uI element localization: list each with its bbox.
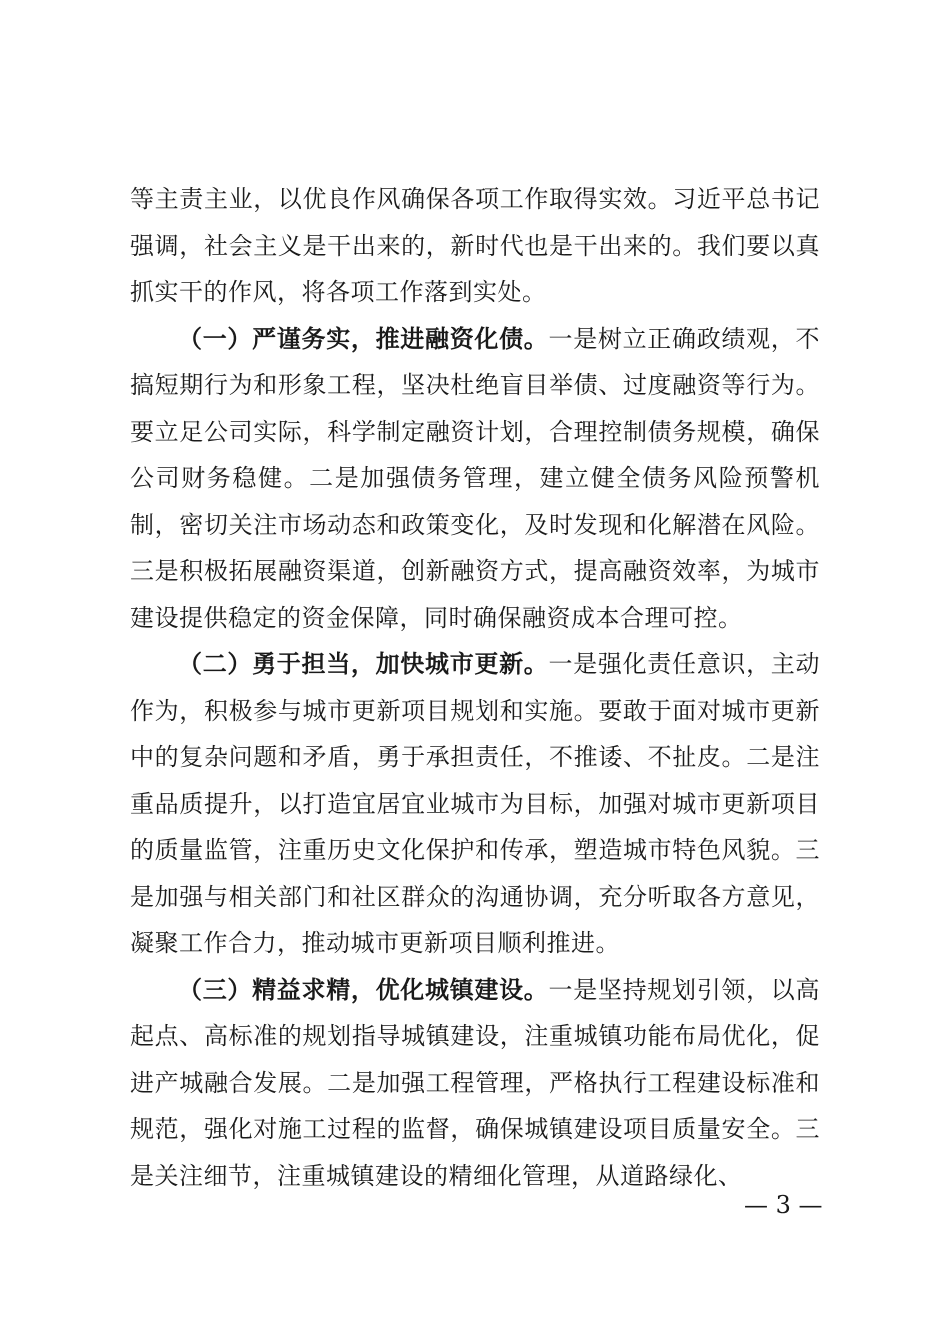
paragraph-text: 等主责主业，以优良作风确保各项工作取得实效。习近平总书记强调，社会主义是干出来的，新时代也是干出来的。我们要以真抓实干的作风，将各项工作落到实处。 — [130, 185, 820, 306]
page-number: — 3 — — [744, 1191, 823, 1219]
paragraph-section-1 — [130, 316, 820, 642]
section-heading: （一）严谨务实，推进融资化债。 — [178, 323, 549, 353]
paragraph-text: 一是坚持规划引领，以高起点、高标准的规划指导城镇建设，注重城镇功能布局优化，促进产城融合发展。二是加强工程管理，严格执行工程建设标准和规范，强化对施工过程的监督，确保城镇建设项目质量安全。三是关注细节，注重城镇建设的精细化管理，从道路绿化、 — [130, 975, 820, 1190]
paragraph-section-3 — [130, 967, 820, 1200]
paragraph-text: 一是强化责任意识，主动作为，积极参与城市更新项目规划和实施。要敢于面对城市更新中的复杂问题和矛盾，勇于承担责任，不推诿、不扯皮。二是注重品质提升，以打造宜居宜业城市为目标，加强对城市更新项目的质量监管，注重历史文化保护和传承，塑造城市特色风貌。三是加强与相关部门和社区群众的沟通协调，充分听取各方意见，凝聚工作合力，推动城市更新项目顺利推进。 — [130, 650, 820, 957]
document-body — [130, 176, 820, 1199]
paragraph-continuation — [130, 176, 820, 316]
section-heading: （二）勇于担当，加快城市更新。 — [178, 649, 549, 678]
paragraph-text: 一是树立正确政绩观，不搞短期行为和形象工程，坚决杜绝盲目举债、过度融资等行为。要立足公司实际，科学制定融资计划，合理控制债务规模，确保公司财务稳健。二是加强债务管理，建立健全债务风险预警机制，密切关注市场动态和政策变化，及时发现和化解潜在风险。三是积极拓展融资渠道，创新融资方式，提高融资效率，为城市建设提供稳定的资金保障，同时确保融资成本合理可控。 — [130, 324, 820, 632]
paragraph-section-2 — [130, 641, 820, 967]
section-heading: （三）精益求精，优化城镇建设。 — [178, 974, 549, 1004]
